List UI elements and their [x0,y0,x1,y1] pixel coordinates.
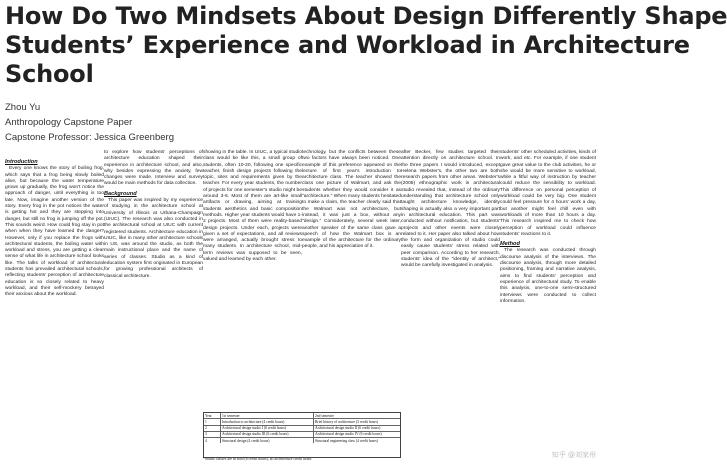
section-heading-method: Method [500,241,520,248]
paragraph: students' other scheduled activities, kinds of work, and etc. For example, if one student gave great value to the club activities, he or she would be more sensitive to workload, while a fitful way of instruction by teacher could reduce the sensibility to workload. This difference on personal perception of workload could be very big. One student could feel pressure for 4 hours' work a day, but another might feel chill even with workloads of more than 10 hours a day. This research inspired me to check how perception of workload could influence students' reactions to it. [500,150,596,237]
column-four [302,150,401,410]
table-cell: 1 [204,419,221,424]
paper-meta [5,100,174,145]
table-cell: 4 [204,438,221,443]
paragraph: This paper was inspired by my experience of studying in the architecture school at University of Illinois at Urbana-Champaign (UIUC). The research was also conducted in the architectural school at UIUC with current registered students. Architecture education in UIUC, like in many other architecture schools in US, was around the studio, as both the main instructional place and the name of series of classes. Studio as a kind of education system first originated in European for growing professional architects of classical architecture. [104,198,203,279]
table-cell: Architectural design studio IV (6 credit hours) [315,432,382,437]
table-cell: Architectural design studio I (6 credit hours) [221,426,314,431]
paper-title [5,2,727,89]
paper-type: Anthropology Capstone Paper [5,117,133,128]
author-name: Zhou Yu [5,102,41,113]
table-cell: Brief history of architecture (3 credit hours) [315,419,379,424]
title-line: Students’ Experience and Workload in Architecture [5,31,690,59]
table-cell: 2nd semester [315,413,334,418]
paragraph: showing in the table. In UIUC, a typical studio class would be like this, a small group of students, often 10-20, following one specific teacher, finish design projects following the topic, sites and requirements given by the teacher. For every year students, the number of projects for one semester's studio might be around 3-6. Most of them are art-like small artifacts or drawing, aiming at training students aesthetics and basic composition methods. Higher year students would have 1-2 projects. Most of them were reality-based design projects. Under each, projects were given a set of expectations, and all reviews were arranged, actually brought stress to many students. In architecture school, mid-term reviews was supposed to be seen, valued and learned by each other. [203,150,302,263]
table-cell: Year [204,413,221,418]
title-line: How Do Two Mindsets About Design Differently Shape [5,2,727,30]
column-five [401,150,500,464]
table-cell: Architectural design studio III (6 credit hours) [221,432,314,437]
column-method [500,150,596,464]
table-cell: Structural design (4 credit hours) [221,438,314,443]
paragraph: to explore how students' perceptions of architecture education shaped their experience in architecture school, and also, why besides expressing the anxiety, few changes were made. Interview and survey would be main methods for data collection. [104,150,203,187]
table-cell: Introduction to architecture (4 credit hours) [221,419,314,424]
watermark: 知乎 @刘家州 [551,451,596,459]
table-cell: Structural engineering class (4 credit hours) [315,438,378,443]
paragraph: technology, but the conflicts between these two factors have always been noticed. One example of this preference appeared on the lecture of first year's introduction to architecture class. The teacher showed the class one picture of Walmart, and ask the students whether they would consider it as "architecture." When many students hesitated to make a claim, the teacher clearly said that the Walmart was not architecture, but instead, it was just a box, without any "design." Considerately, several week later, another speaker of the same class gave a speech of how the Walmart box is an example of the architecture for the ordinary people, and his appreciation of it. [302,150,401,250]
curriculum-table [203,412,401,458]
table-cell: 2 [204,426,221,431]
section-heading-introduction: Introduction [5,159,38,165]
paragraph: Every one knows the story of boiling frog, which says that a frog being slowly boiled alive, but because the water temperature grows up gradually, the frog won't notice the approach of danger, until everything is too late. Now, imagine another version of the story. Every frog in the pot notices the water is getting hot and they are stepping into danger, but still no frog is jumping off the pot. This sounds weird. How could frog stay in pot when when they have learned the danger? However, only if you replace the frogs with architectural students, the boiling water with workload and stress, you are getting a clear sense of what life in architecture school looks like. The talks of workload of architectural students has prevailed architectural schools, reflecting students' perception of architecture education is so closely related to heavy workload, and their self-mockery betrayed their anxious about the workload. [5,166,104,298]
title-line: School [5,60,94,88]
table-note: *Studio classes are in bold (6 credit hours), all architecture credit hours [203,457,312,461]
table-row [204,438,400,443]
section-heading-background: Background [104,190,137,197]
paragraph: after Becker, few studies targeted their attention directly on architecture school. In the three papers I would introduced, except Helena Webster's, the other two are both research papers from other areas. Webster's (2005) ethnographic work in architectural studio revealed that, instead of the ordinary understanding that architecture school only taught architecture knowledge, identity shaping is actually also a very important part in architectural education. This part was conducted without notification, but students' projects and other events were closely related to it. Her paper also talked about how the form and organization of studio could easily cause students' stress related with peer comparison. According to her research, students' idea of the "identity of architect," would be carefully investigated in analysis. [401,150,500,269]
professor-name: Capstone Professor: Jessica Greenberg [5,132,174,143]
table-cell: 3 [204,432,221,437]
column-three [203,150,302,410]
table-cell: 1st semester [221,413,314,418]
column-introduction [5,156,104,470]
column-background [104,150,203,464]
paragraph: The research was conducted through discourse analysis of the interviews. The discourse analysis, through more detailed positioning, framing and narrative analysis, aims to find students' perception and experience of architectural study. To enable this analysis, one-to-one semi-structured interviews were conducted to collect information. [500,248,596,304]
table-cell: Architectural design studio II (6 credit hours) [315,426,381,431]
